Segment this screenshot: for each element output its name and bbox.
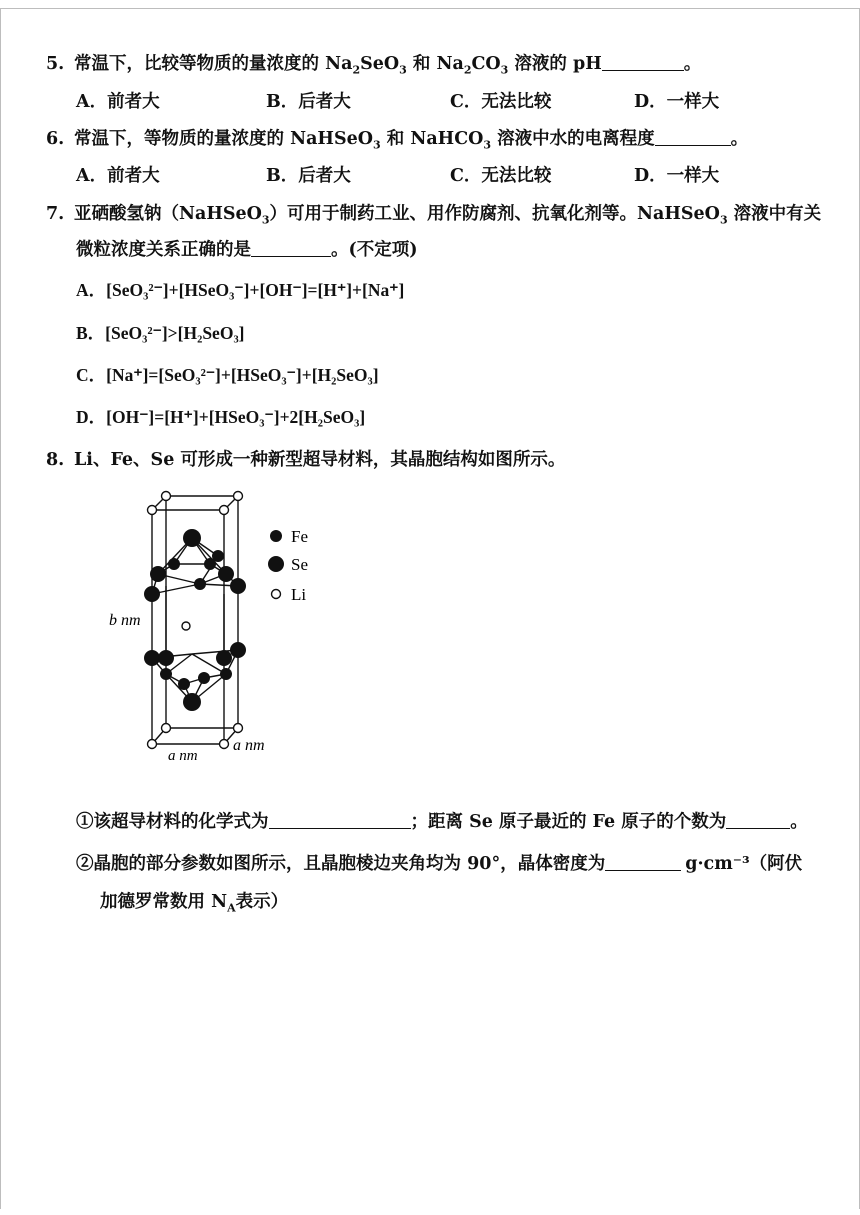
q5-sub4: 3	[500, 63, 509, 77]
q8-subquestion-2	[76, 850, 802, 875]
q6-text-c: 溶液中水的电离程度	[491, 129, 655, 149]
q7-option-a[interactable]: A．[SeO₃²⁻]+[HSeO₃⁻]+[OH⁻]=[H⁺]+[Na⁺]	[76, 280, 405, 300]
option-c[interactable]: C．无法比较	[450, 92, 552, 112]
q6-sub1: 3	[372, 138, 381, 152]
q7-option-d[interactable]: D．[OH⁻]=[H⁺]+[HSeO₃⁻]+2[H₂SeO₃]	[76, 407, 366, 427]
formula-answer-blank[interactable]	[269, 812, 411, 829]
q5-text-b: SeO	[360, 54, 400, 74]
li-legend-icon	[272, 590, 281, 599]
q5-end: 。	[683, 54, 702, 74]
q7-line2-a: 微粒浓度关系正确的是	[76, 240, 251, 260]
q7-option-c[interactable]: C．[Na⁺]=[SeO₃²⁻]+[HSeO₃⁻]+[H₂SeO₃]	[76, 365, 379, 385]
sub2-line2-end: 表示）	[235, 892, 289, 912]
q5-text-d: CO	[471, 54, 501, 74]
q5-sub2: 3	[399, 63, 407, 77]
question-number: 8.	[46, 450, 65, 470]
q8-subquestion-2-line2	[100, 888, 288, 915]
question-7	[46, 200, 821, 227]
question-number: 5.	[46, 54, 65, 74]
q8-subquestion-1	[76, 808, 808, 833]
q7-line1-a: 亚硒酸氢钠（NaHSeO	[74, 204, 262, 224]
density-answer-blank[interactable]	[605, 854, 681, 871]
sub2-text-a: ②晶胞的部分参数如图所示，且晶胞棱边夹角均为 90°，晶体密度为	[76, 854, 606, 874]
q5-sub3: 2	[463, 63, 472, 77]
q7-line1-c: 溶液中有关	[727, 204, 822, 224]
q7-line1-sub2: 3	[719, 213, 728, 227]
question-5	[46, 50, 701, 77]
option-a[interactable]: A．前者大	[76, 166, 160, 186]
legend-se-label: Se	[291, 555, 308, 574]
sub1-text-a: ①该超导材料的化学式为	[76, 812, 269, 832]
unit-cell-diagram	[100, 488, 320, 770]
fe-legend-icon	[270, 530, 282, 542]
q6-sub2: 3	[483, 138, 492, 152]
sub2-unit: g·cm⁻³（阿伏	[685, 854, 803, 874]
crystal-cell-figure	[100, 488, 320, 770]
q6-text-a: 常温下，等物质的量浓度的 NaHSeO	[74, 129, 373, 149]
answer-blank[interactable]	[602, 54, 684, 71]
answer-blank[interactable]	[655, 129, 731, 146]
question-number: 7.	[46, 204, 65, 224]
q5-text-e: 溶液的 pH	[508, 54, 602, 74]
q8-text: Li、Fe、Se 可形成一种新型超导材料，其晶胞结构如图所示。	[74, 450, 566, 470]
option-c[interactable]: C．无法比较	[450, 166, 552, 186]
sub1-end: 。	[790, 812, 808, 832]
question-number: 6.	[46, 129, 65, 149]
option-d[interactable]: D．一样大	[634, 92, 720, 112]
q6-end: 。	[730, 129, 749, 149]
option-d[interactable]: D．一样大	[634, 166, 720, 186]
legend-fe-label: Fe	[291, 527, 308, 546]
a-dimension-label-side: a nm	[233, 737, 265, 754]
legend-li-label: Li	[291, 585, 307, 604]
q5-sub1: 2	[352, 63, 361, 77]
q5-text-a: 常温下，比较等物质的量浓度的 Na	[74, 54, 353, 74]
sub2-line2: 加德罗常数用 N	[100, 892, 228, 912]
b-dimension-label: b nm	[109, 612, 141, 629]
sub2-line2-sub: A	[227, 901, 236, 915]
sub1-text-b: ；距离 Se 原子最近的 Fe 原子的个数为	[410, 812, 727, 832]
count-answer-blank[interactable]	[726, 812, 790, 829]
q7-line2	[76, 236, 418, 261]
q7-option-b[interactable]: B．[SeO₃²⁻]>[H₂SeO₃]	[76, 323, 245, 343]
option-b[interactable]: B．后者大	[266, 166, 351, 186]
a-dimension-label-front: a nm	[168, 748, 198, 764]
answer-blank[interactable]	[251, 240, 331, 257]
option-a[interactable]: A．前者大	[76, 92, 160, 112]
q7-line1-b: ）可用于制药工业、用作防腐剂、抗氧化剂等。NaHSeO	[269, 204, 720, 224]
q7-line1-sub: 3	[261, 213, 270, 227]
question-8	[46, 446, 565, 471]
question-6	[46, 125, 748, 152]
q7-line2-b: 。(不定项)	[331, 240, 418, 260]
se-legend-icon	[268, 556, 284, 572]
option-b[interactable]: B．后者大	[266, 92, 351, 112]
q6-text-b: 和 NaHCO	[380, 129, 484, 149]
legend	[268, 527, 308, 604]
q5-text-c: 和 Na	[406, 54, 464, 74]
